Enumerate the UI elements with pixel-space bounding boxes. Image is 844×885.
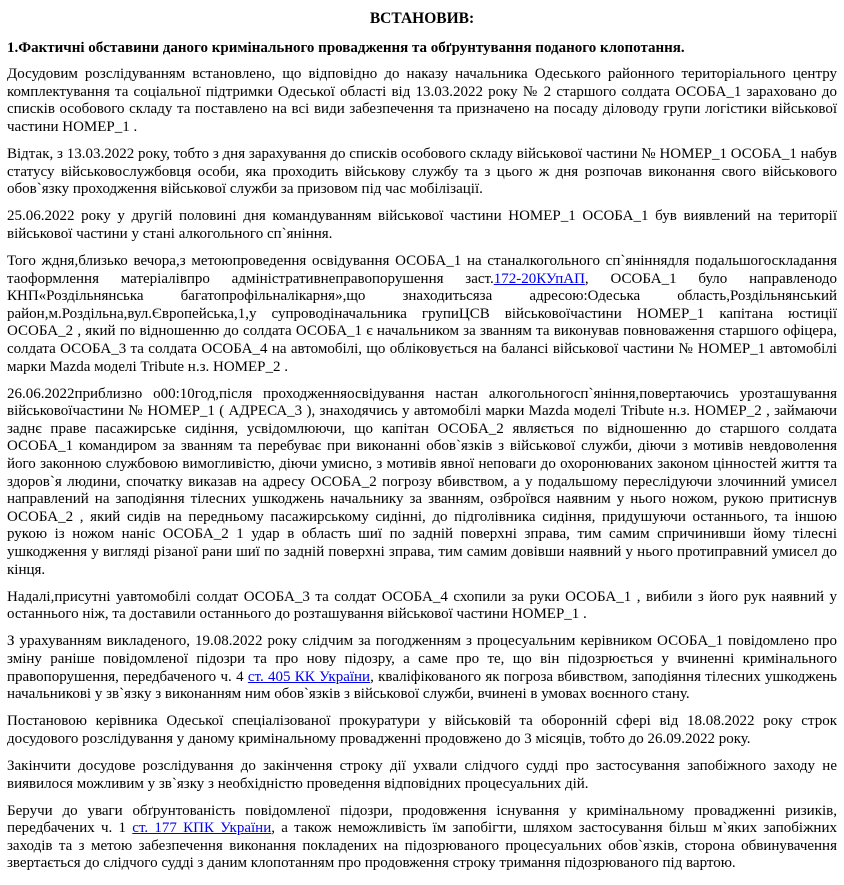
law-link-kupap-172-20[interactable]: 172-20КУпАП: [493, 270, 585, 287]
paragraph-text: Відтак, з 13.03.2022 року, тобто з дня зарахування до списків особового складу військової частини № НОМЕР_1 ОСОБА_1 набув статусу військовослужбовця особи, яка проходить військову службу та з цього ж дня розпочав виконання свого військового обов`язку проходження військової служби за призовом під час мобілізації.: [7, 146, 837, 198]
law-link-art-405-kk[interactable]: ст. 405 КК України: [247, 668, 371, 685]
paragraph-text: Постановою керівника Одеської спеціалізованої прокуратури у військовій та оборонній сфері від 18.08.2022 року строк досудового розслідування у даному кримінальному провадженні продовжено до 3 місяців, тобто до 26.09.2022 року.: [7, 713, 837, 747]
paragraph-text: З урахуванням викладеного, 19.08.2022 року слідчим за погодженням з процесуальним керівником ОСОБА_1 повідомлено про зміну раніше повідомленої підозри та про нову підозру, а саме про те, що він підозрюється у вчиненні кримінального правопорушення, передбаченого ч. 4: [7, 633, 837, 685]
paragraph-text: 26.06.2022приблизно о00:10год,після проходженняосвідування настан алкогольногосп`яніння,повертаючись урозташування військовоїчастини № НОМЕР_1 ( АДРЕСА_3 ), знаходячись у автомобілі марки Mazda моделі Tribute н.з. НОМЕР_2 , займаючи заднє праве пасажирське сидіння, усвідомлюючи, що капітан ОСОБА_2 являється по відношенню до старшого солдата ОСОБА_1 командиром за званням та перебуває при виконанні обов`язків з військової служби, діючи з мотивів невдоволення його законною службовою вимогливістю, діючи умисно, з мотивів явної неповаги до охоронюваних законом цінностей життя та здоров`я людини, спочатку виказав на адресу ОСОБА_2 погрозу вбивством, а у подальшому переслідуючи злочинний умисел направлений на заподіяння тілесних ушкоджень начальнику за званням, озброївся наявним у нього ножом, рукою притиснув ОСОБА_2 , який сидів на передньому пасажирському сидінні, до підголівника сидіння, придушуючи останнього, та іншою рукою із ножом наніс ОСОБА_2 1 удар в область шиї по задній поверхні зправа, тим самим спричинивши йому тілесні ушкодження у вигляді різаної рани шиї по задній поверхні зправа, тим самим довівши наявний у нього протиправний умисел до кінця.: [7, 385, 837, 578]
paragraph-cannot-finish: [7, 758, 837, 793]
paragraph-incident-description: [7, 386, 837, 580]
paragraph-new-suspicion: [7, 633, 837, 703]
paragraph-text: Досудовим розслідуванням встановлено, що відповідно до наказу начальника Одеського районного територіального центру комплектування та соціальної підтримки Одеської області від 13.03.2022 року № 2 старшого солдата ОСОБА_1 зараховано до списків особового складу та поставлено на всі види забезпечення та призначено на посаду діловоду групи логістики військової частини НОМЕР_1 .: [7, 66, 837, 135]
paragraph-medical-examination: [7, 253, 837, 376]
paragraph-knife-disarmed: [7, 589, 837, 624]
paragraph-enrollment-order: [7, 66, 837, 136]
paragraph-text: , кваліфікованого як погроза вбивством, заподіяння тілесних ушкоджень начальникові у зв`язку з виконанням ним обов`язків з військової служби, вчинені в умовах воєнного стану.: [7, 668, 837, 703]
paragraph-intoxication-found: [7, 208, 837, 243]
paragraph-text: 25.06.2022 року у другій половині дня командуванням військової частини НОМЕР_1 ОСОБА_1 був виявлений на території військової частини у стані алкогольного сп`яніння.: [7, 208, 837, 242]
law-link-art-177-kpk[interactable]: ст. 177 КПК України: [132, 820, 272, 837]
paragraph-text: , а також неможливість їм запобігти, шляхом застосування більш м`яких запобіжних заходів та з метою забезпечення виконання покладених на підозрюваного процесуальних обов`язків, сторона обвинувачення звертається до слідчого судді з даним клопотанням про продовження строку тримання підозрюваного під вартою.: [7, 820, 837, 872]
paragraph-detention-request: [7, 803, 837, 873]
document-title: ВСТАНОВИВ:: [369, 10, 475, 27]
paragraph-text: Надалі,присутні уавтомобілі солдат ОСОБА_3 та солдат ОСОБА_4 схопили за руки ОСОБА_1 , вибили з його рук наявний у останнього ніж, та доставили останнього до розташування військової частини НОМЕР_1 .: [7, 588, 837, 623]
paragraph-text: Беручи до уваги обґрунтованість повідомленої підозри, продовження існування у кримінальному провадженні ризиків, передбачених ч. 1: [7, 802, 837, 837]
paragraph-text: Закінчити досудове розслідування до закінчення строку дії ухвали слідчого судді про застосування запобіжного заходу не виявилося можливим у зв`язку з необхідністю проведення відповідних процесуальних дій.: [7, 757, 837, 792]
paragraph-text: , ОСОБА_1 було направленодо КНП«Роздільнянська багатопрофільналікарня»,що знаходитьсяза адресою:Одеська область,Роздільнянський район,м.Роздільна,вул.Європейська,1,у супроводіначальника групиЦСВ військовоїчастини НОМЕР_1 капітана юстиції ОСОБА_2 , який по відношенню до солдата ОСОБА_1 є начальником за званням та виконував повноваження старшого офіцера, солдата ОСОБА_3 та солдата ОСОБА_4 на автомобілі, що обліковується на балансі військової частини № НОМЕР_1 автомобілі марки Mazda моделі Tribute н.з. НОМЕР_2 .: [7, 270, 837, 375]
paragraph-investigation-extension: [7, 713, 837, 748]
section-heading: 1.Фактичні обставини даного кримінального провадження та обґрунтування поданого клопотання.: [7, 39, 685, 56]
paragraph-serviceman-status: [7, 146, 837, 199]
paragraph-text: Того ждня,близько вечора,з метоюпроведення освідування ОСОБА_1 на станалкогольного сп`яніннядля подальшогоскладання таоформлення матеріалівпро адміністративнеправопорушення заст.: [7, 253, 837, 287]
